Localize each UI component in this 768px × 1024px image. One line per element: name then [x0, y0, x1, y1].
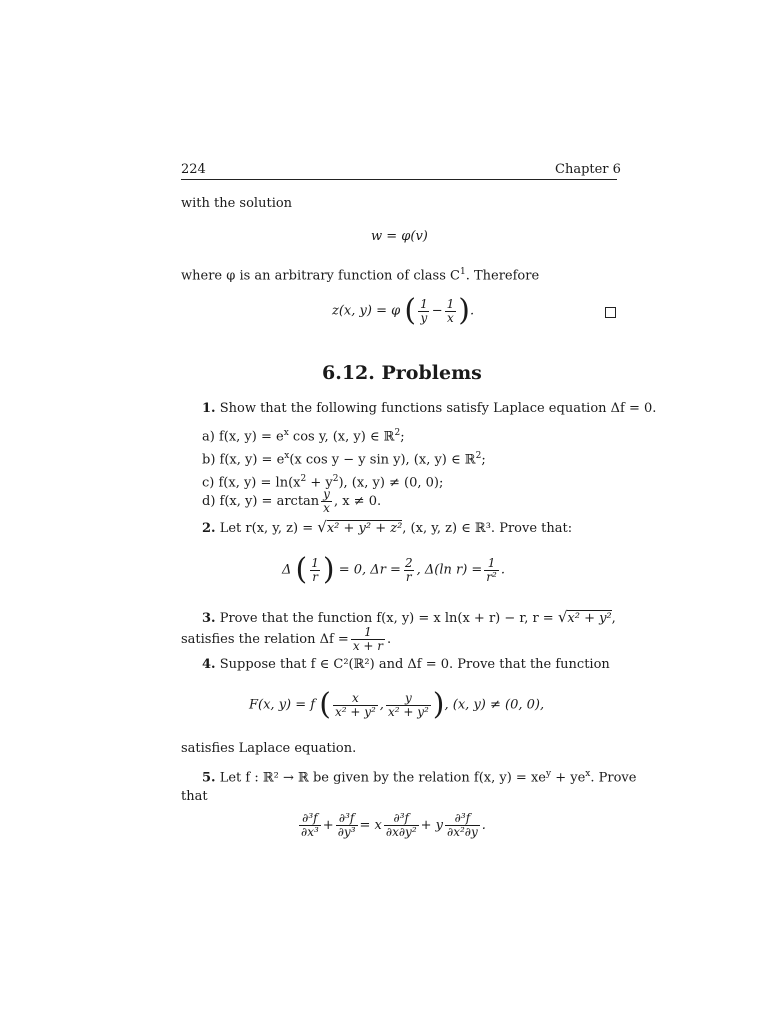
problem-1-number: 1.: [202, 401, 216, 416]
problem-5-that: that: [181, 789, 208, 804]
equation-third-derivatives: $\frac{\text{∂³f}}{\text{∂x³}}$ + $\frac{\text{∂³f}}{\text{∂y³}}$ = x $\frac{\text{∂³f}}{\text{∂x∂y²}}$ + y $\frac{\text{∂³f}}{\text{∂x²∂y}}$ .: [301, 811, 486, 839]
problem-1a: a) f(x, $y) = e^x$ cos y, (x, y) ∈ ℝ$^2$;: [202, 428, 405, 445]
eq-z-lhs: z(x, y) = φ: [332, 303, 401, 319]
page-number: 224: [181, 162, 206, 177]
frac-1-y: $\frac{1}{y}$: [420, 296, 428, 325]
problem-3-number: 3.: [202, 611, 216, 626]
where-line: [181, 264, 539, 284]
problem-3: 3. Prove that the function f(x, y) = x ln(x + r) − r, r = √x² + y²,: [202, 608, 616, 626]
sqrt-sign: √: [317, 518, 327, 536]
equation-z: z(x, y) = φ ( $\frac{1}{y}$ − $\frac{1}{x}$ ).: [332, 293, 475, 328]
minus: −: [431, 303, 443, 319]
where-text: where φ is an arbitrary function of class C: [181, 268, 460, 284]
frac-1-x: $\frac{1}{x}$: [446, 296, 455, 325]
header-rule: [181, 179, 617, 180]
problem-4-number: 4.: [202, 657, 216, 672]
problem-2: 2. Let r(x, y, z) = √x² + y² + z², (x, y, z) ∈ ℝ³. Prove that:: [202, 518, 573, 536]
qed-box: [605, 307, 616, 318]
problem-3-relation: satisfies the relation Δf = $\frac{1}{x + r}$ .: [181, 625, 392, 653]
problem-1c: c) f(x, $y) = \ln(x^2 + y^2)$, (x, y) ≠ (0, 0);: [202, 474, 444, 491]
problem-4-after: satisfies Laplace equation.: [181, 741, 357, 756]
paren-left: (: [404, 293, 417, 328]
problem-1d: d) f(x, y) = arctan $\frac{y}{x}$ , x ≠ 0.: [202, 487, 382, 515]
equation-laplace-r: Δ ( $\frac{1}{r}$ ) = 0, Δr = $\frac{2}{r}$ , Δ(ln r) = $\frac{1}{\text{r²}}$ .: [282, 552, 505, 587]
problem-5: 5. Let f : ℝ² → ℝ be given by the relation f(x, $y) = xe^y + ye^x$. Prove: [202, 769, 637, 786]
paren-right: ): [458, 293, 470, 328]
where-sup: 1: [459, 267, 466, 277]
problem-1b: b) f(x, $y) = e^x(x$ cos y − y sin y), (x, y) ∈ ℝ$^2$;: [202, 451, 486, 468]
equation-w: w = φ(v): [371, 229, 428, 244]
problem-4: 4. Suppose that f ∈ C²(ℝ²) and Δf = 0. Prove that the function: [202, 657, 610, 672]
problem-1: [202, 401, 656, 417]
equation-F: F(x, y) = f ( $\frac{x}{\text{x² + y²}}$ , $\frac{y}{\text{x² + y²}}$ ), (x, y) ≠ (0, 0),: [249, 687, 545, 722]
problem-1-text: Show that the following functions satisfy Laplace equation Δf = 0.: [219, 401, 657, 416]
sqrt-body: x² + y² + z²: [326, 521, 403, 536]
problem-2-number: 2.: [202, 521, 216, 536]
where-end: . Therefore: [465, 268, 540, 284]
chapter-label: Chapter 6: [555, 162, 621, 177]
section-title: 6.12. Problems: [322, 362, 482, 384]
frac-y-x: $\frac{y}{x}$: [323, 487, 330, 515]
problem-5-number: 5.: [202, 770, 216, 786]
intro-line: with the solution: [181, 196, 293, 211]
